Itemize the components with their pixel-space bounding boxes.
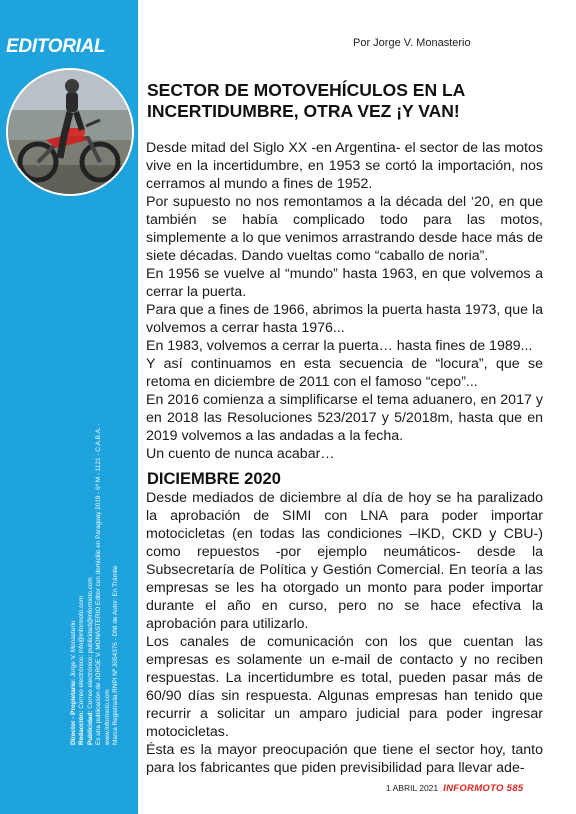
motorcycle-photo-illustration — [8, 70, 132, 194]
paragraph: Un cuento de nunca acabar… — [146, 446, 335, 462]
paragraph: Los canales de comunicación con los que cuentan las empresas es solamente un e-mail de contacto y no reciben respuestas. La incertidumbre es total, pueden pasar más de 60/90 días sin respuesta. Algunas empresas han tenido que recurrir a solicitar un amparo judicial para poder ingresar motocicletas. — [146, 634, 543, 740]
credit-registro: Marca Registrada RNPI Nº 3054376 - DNI de Autor: En Trámite — [112, 565, 120, 745]
credit-publicacion: Es una publicación de JORGE V. MONASTERIO Editor con domicilio en Paraguay 2019 - 6º M - 1121 - C.A.B.A. - — [95, 423, 103, 745]
issue-date: 1 ABRIL 2021 — [386, 783, 439, 793]
paragraph: Y así continuamos en esta secuencia de “locura”, que se retoma en diciembre de 2011 con el famoso “cepo”... — [146, 356, 543, 390]
section-subheading: DICIEMBRE 2020 — [147, 470, 281, 488]
magazine-brand: INFORMOTO 585 — [443, 783, 524, 794]
paragraph: En 2016 comienza a simplificarse el tema aduanero, en 2017 y en 2018 las Resoluciones 523/2017 y 5/2018m, hasta que en 2019 volvemos a las andadas a la fecha. — [146, 392, 543, 444]
credit-director: Director - Propietario: Jorge V. Monasterio — [70, 620, 77, 745]
paragraph: En 1956 se vuelve al “mundo” hasta 1963, en que volvemos a cerrar la puerta. — [146, 266, 543, 300]
sidebar — [0, 0, 138, 814]
paragraph: Desde mediados de diciembre al día de hoy se ha paralizado la aprobación de SIMI con LNA para poder importar motocicletas (en todas las condiciones –IKD, CKD y CBU-) como repuestos -por ejemplo neumáticos- desde la Subsecretaría de Política y Gestión Comercial. En teoría a las empresas se les ha otorgado un monto para poder importar durante el año en curso, pero no se hace efectiva la aprobación para utilizarlo. — [146, 490, 543, 632]
credit-web-link[interactable]: www.informoto.com — [103, 689, 111, 745]
paragraph: En 1983, volvemos a cerrar la puerta… hasta fines de 1989... — [146, 338, 533, 354]
page-footer — [386, 783, 523, 794]
byline: Por Jorge V. Monasterio — [353, 37, 471, 49]
publication-credits — [70, 275, 120, 745]
credit-redaccion: Redacción: Correo electrónico: info@informoto.com — [78, 595, 86, 745]
paragraph: Para que a fines de 1966, abrimos la puerta hasta 1973, que la volvemos a cerrar hasta 1976... — [146, 302, 543, 336]
article-title: SECTOR DE MOTOVEHÍCULOS EN LA INCERTIDUMBRE, OTRA VEZ ¡Y VAN! — [147, 80, 465, 121]
section-label: EDITORIAL — [6, 36, 106, 57]
paragraph: Ésta es la mayor preocupación que tiene el sector hoy, tanto para los fabricantes que piden previsibilidad para llevar ade- — [146, 742, 543, 776]
author-motorcycle-photo — [6, 68, 134, 196]
credit-publicidad: Publicidad: Correo electrónico: publicidad@informoto.com — [86, 577, 94, 745]
paragraph: Desde mitad del Siglo XX -en Argentina- el sector de las motos vive en la incertidumbre, en 1953 se cortó la importación, nos cerramos al mundo a fines de 1952. — [146, 140, 543, 192]
paragraph: Por supuesto no nos remontamos a la década del ‘20, en que también se había complicado todo para las motos, simplemente a lo que venimos arrastrando desde hace más de siete décadas. Dando vueltas como “caballo de noria”. — [146, 194, 543, 264]
